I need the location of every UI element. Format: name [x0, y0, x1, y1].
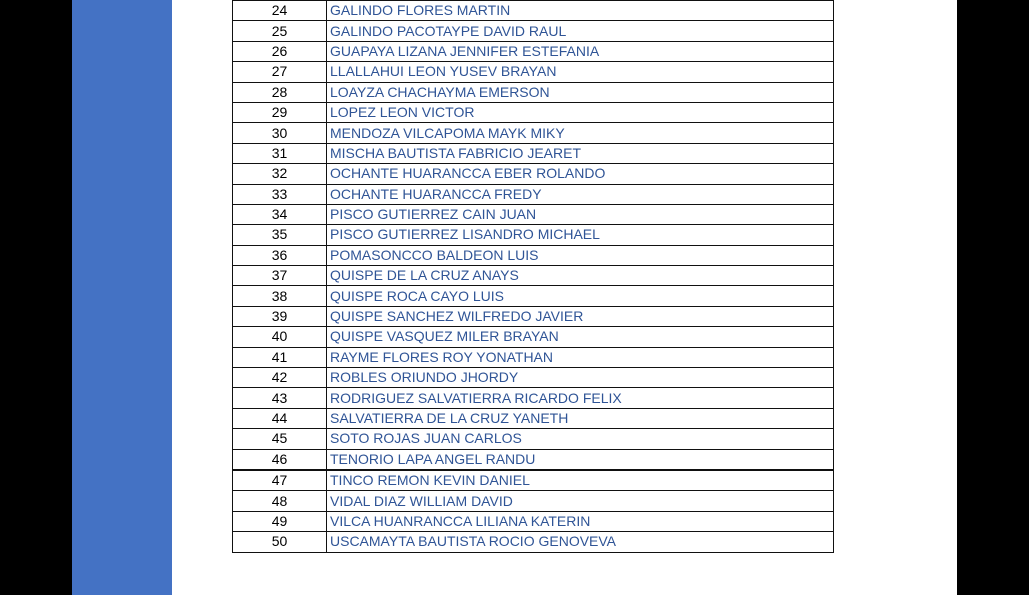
row-number: 44: [233, 408, 327, 428]
student-roster-table: [232, 0, 834, 553]
row-number: 30: [233, 123, 327, 143]
table-row: [233, 1, 834, 21]
student-name: QUISPE ROCA CAYO LUIS: [327, 286, 834, 306]
table-row: [233, 347, 834, 367]
row-number: 42: [233, 368, 327, 388]
student-name: LOAYZA CHACHAYMA EMERSON: [327, 82, 834, 102]
row-number: 25: [233, 21, 327, 41]
row-number: 34: [233, 204, 327, 224]
student-name: RODRIGUEZ SALVATIERRA RICARDO FELIX: [327, 388, 834, 408]
row-number: 38: [233, 286, 327, 306]
row-number: 40: [233, 327, 327, 347]
table-row: [233, 327, 834, 347]
row-number: 41: [233, 347, 327, 367]
row-number: 49: [233, 511, 327, 531]
row-number: 48: [233, 491, 327, 511]
student-name: ROBLES ORIUNDO JHORDY: [327, 368, 834, 388]
student-name: QUISPE VASQUEZ MILER BRAYAN: [327, 327, 834, 347]
row-number: 28: [233, 82, 327, 102]
row-number: 35: [233, 225, 327, 245]
row-number: 39: [233, 306, 327, 326]
table-row: [233, 82, 834, 102]
table-row: [233, 266, 834, 286]
table-row: [233, 388, 834, 408]
side-color-band: [72, 0, 172, 595]
table-row: [233, 470, 834, 491]
student-name: MISCHA BAUTISTA FABRICIO JEARET: [327, 143, 834, 163]
table-row: [233, 225, 834, 245]
student-name: LLALLAHUI LEON YUSEV BRAYAN: [327, 62, 834, 82]
row-number: 36: [233, 245, 327, 265]
row-number: 45: [233, 429, 327, 449]
student-name: VIDAL DIAZ WILLIAM DAVID: [327, 491, 834, 511]
table-row: [233, 62, 834, 82]
table-row: [233, 245, 834, 265]
table-row: [233, 41, 834, 61]
table-row: [233, 164, 834, 184]
roster-body: [233, 1, 834, 553]
student-name: OCHANTE HUARANCCA FREDY: [327, 184, 834, 204]
student-name: PISCO GUTIERREZ CAIN JUAN: [327, 204, 834, 224]
table-row: [233, 368, 834, 388]
student-name: SOTO ROJAS JUAN CARLOS: [327, 429, 834, 449]
student-name: GALINDO PACOTAYPE DAVID RAUL: [327, 21, 834, 41]
table-row: [233, 511, 834, 531]
document-page: [72, 0, 957, 595]
student-name: VILCA HUANRANCCA LILIANA KATERIN: [327, 511, 834, 531]
row-number: 26: [233, 41, 327, 61]
row-number: 32: [233, 164, 327, 184]
row-number: 29: [233, 102, 327, 122]
student-name: QUISPE SANCHEZ WILFREDO JAVIER: [327, 306, 834, 326]
student-name: TENORIO LAPA ANGEL RANDU: [327, 449, 834, 470]
student-name: POMASONCCO BALDEON LUIS: [327, 245, 834, 265]
table-row: [233, 123, 834, 143]
student-name: GALINDO FLORES MARTIN: [327, 1, 834, 21]
table-row: [233, 204, 834, 224]
table-row: [233, 532, 834, 552]
row-number: 50: [233, 532, 327, 552]
table-row: [233, 306, 834, 326]
row-number: 37: [233, 266, 327, 286]
table-row: [233, 286, 834, 306]
student-name: LOPEZ LEON VICTOR: [327, 102, 834, 122]
student-name: PISCO GUTIERREZ LISANDRO MICHAEL: [327, 225, 834, 245]
table-row: [233, 429, 834, 449]
table-row: [233, 143, 834, 163]
row-number: 27: [233, 62, 327, 82]
student-name: USCAMAYTA BAUTISTA ROCIO GENOVEVA: [327, 532, 834, 552]
student-name: RAYME FLORES ROY YONATHAN: [327, 347, 834, 367]
table-row: [233, 102, 834, 122]
table-row: [233, 491, 834, 511]
student-name: TINCO REMON KEVIN DANIEL: [327, 470, 834, 491]
student-name: OCHANTE HUARANCCA EBER ROLANDO: [327, 164, 834, 184]
table-row: [233, 408, 834, 428]
table-row: [233, 449, 834, 470]
row-number: 46: [233, 449, 327, 470]
row-number: 24: [233, 1, 327, 21]
row-number: 31: [233, 143, 327, 163]
row-number: 43: [233, 388, 327, 408]
student-name: MENDOZA VILCAPOMA MAYK MIKY: [327, 123, 834, 143]
table-row: [233, 184, 834, 204]
student-name: GUAPAYA LIZANA JENNIFER ESTEFANIA: [327, 41, 834, 61]
row-number: 47: [233, 470, 327, 491]
student-name: SALVATIERRA DE LA CRUZ YANETH: [327, 408, 834, 428]
row-number: 33: [233, 184, 327, 204]
student-name: QUISPE DE LA CRUZ ANAYS: [327, 266, 834, 286]
table-row: [233, 21, 834, 41]
